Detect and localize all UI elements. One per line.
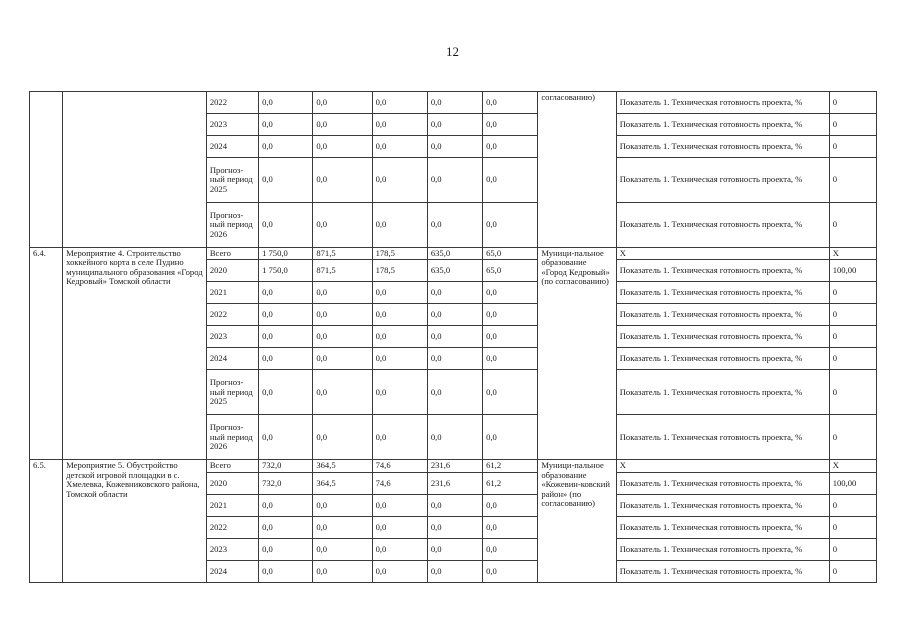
regional-budget-cell: 74,6 — [372, 472, 427, 494]
indicator-value-cell: Х — [829, 248, 876, 260]
local-budget-cell: 0,0 — [427, 114, 482, 136]
total-amount-cell: 0,0 — [259, 415, 313, 460]
regional-budget-cell: 0,0 — [372, 304, 427, 326]
regional-budget-cell: 0,0 — [372, 114, 427, 136]
total-amount-cell: 0,0 — [259, 370, 313, 415]
indicator-cell: Показатель 1. Техническая готовность проекта, % — [616, 304, 829, 326]
total-amount-cell: 0,0 — [259, 516, 313, 538]
extrabudgetary-cell: 65,0 — [483, 260, 538, 282]
total-amount-cell: 0,0 — [259, 326, 313, 348]
executor-cell: согласованию) — [538, 92, 616, 248]
indicator-value-cell: 0 — [829, 560, 876, 582]
local-budget-cell: 0,0 — [427, 158, 482, 203]
federal-budget-cell: 871,5 — [313, 248, 372, 260]
local-budget-cell: 0,0 — [427, 494, 482, 516]
extrabudgetary-cell: 0,0 — [483, 158, 538, 203]
regional-budget-cell: 74,6 — [372, 460, 427, 472]
year-cell: 2024 — [206, 136, 258, 158]
federal-budget-cell: 0,0 — [313, 282, 372, 304]
total-amount-cell: 0,0 — [259, 282, 313, 304]
indicator-cell: Показатель 1. Техническая готовность проекта, % — [616, 370, 829, 415]
indicator-cell: Показатель 1. Техническая готовность проекта, % — [616, 494, 829, 516]
extrabudgetary-cell: 0,0 — [483, 494, 538, 516]
federal-budget-cell: 0,0 — [313, 304, 372, 326]
extrabudgetary-cell: 0,0 — [483, 92, 538, 114]
federal-budget-cell: 0,0 — [313, 92, 372, 114]
indicator-cell: Показатель 1. Техническая готовность проекта, % — [616, 415, 829, 460]
local-budget-cell: 0,0 — [427, 282, 482, 304]
indicator-value-cell: 0 — [829, 304, 876, 326]
indicator-value-cell: 100,00 — [829, 472, 876, 494]
indicator-value-cell: 0 — [829, 282, 876, 304]
year-cell: Прогноз-ный период 2026 — [206, 203, 258, 248]
year-cell: 2022 — [206, 304, 258, 326]
indicator-value-cell: 0 — [829, 92, 876, 114]
regional-budget-cell: 0,0 — [372, 538, 427, 560]
year-cell: 2022 — [206, 92, 258, 114]
extrabudgetary-cell: 61,2 — [483, 472, 538, 494]
federal-budget-cell: 0,0 — [313, 538, 372, 560]
indicator-cell: Показатель 1. Техническая готовность проекта, % — [616, 114, 829, 136]
indicator-cell: Показатель 1. Техническая готовность проекта, % — [616, 136, 829, 158]
indicator-value-cell: 0 — [829, 348, 876, 370]
indicator-value-cell: 0 — [829, 516, 876, 538]
indicator-value-cell: 0 — [829, 326, 876, 348]
indicator-cell: Показатель 1. Техническая готовность проекта, % — [616, 538, 829, 560]
year-cell: 2020 — [206, 260, 258, 282]
total-amount-cell: 0,0 — [259, 158, 313, 203]
year-cell: 2021 — [206, 282, 258, 304]
total-amount-cell: 1 750,0 — [259, 260, 313, 282]
total-amount-cell: 0,0 — [259, 348, 313, 370]
federal-budget-cell: 0,0 — [313, 516, 372, 538]
year-cell: 2024 — [206, 348, 258, 370]
total-amount-cell: 0,0 — [259, 136, 313, 158]
year-cell: 2024 — [206, 560, 258, 582]
federal-budget-cell: 0,0 — [313, 326, 372, 348]
indicator-cell: Показатель 1. Техническая готовность проекта, % — [616, 203, 829, 248]
local-budget-cell: 0,0 — [427, 348, 482, 370]
year-cell: Всего — [206, 460, 258, 472]
extrabudgetary-cell: 0,0 — [483, 203, 538, 248]
indicator-value-cell: 0 — [829, 370, 876, 415]
indicator-cell: Показатель 1. Техническая готовность проекта, % — [616, 516, 829, 538]
extrabudgetary-cell: 61,2 — [483, 460, 538, 472]
local-budget-cell: 0,0 — [427, 415, 482, 460]
local-budget-cell: 635,0 — [427, 260, 482, 282]
year-cell: 2023 — [206, 114, 258, 136]
federal-budget-cell: 0,0 — [313, 415, 372, 460]
indicator-value-cell: 100,00 — [829, 260, 876, 282]
measure-number-cell: 6.5. — [30, 460, 63, 582]
extrabudgetary-cell: 0,0 — [483, 114, 538, 136]
local-budget-cell: 0,0 — [427, 560, 482, 582]
total-amount-cell: 0,0 — [259, 304, 313, 326]
local-budget-cell: 0,0 — [427, 304, 482, 326]
regional-budget-cell: 0,0 — [372, 516, 427, 538]
extrabudgetary-cell: 0,0 — [483, 415, 538, 460]
executor-cell: Муници-пальное образование «Город Кедровый» (по согласованию) — [538, 248, 616, 460]
total-amount-cell: 732,0 — [259, 460, 313, 472]
indicator-cell: Показатель 1. Техническая готовность проекта, % — [616, 326, 829, 348]
indicator-cell: Показатель 1. Техническая готовность проекта, % — [616, 472, 829, 494]
regional-budget-cell: 0,0 — [372, 203, 427, 248]
federal-budget-cell: 0,0 — [313, 203, 372, 248]
local-budget-cell: 231,6 — [427, 460, 482, 472]
year-cell: 2022 — [206, 516, 258, 538]
extrabudgetary-cell: 0,0 — [483, 538, 538, 560]
year-cell: Всего — [206, 248, 258, 260]
indicator-value-cell: 0 — [829, 415, 876, 460]
indicator-cell: Показатель 1. Техническая готовность проекта, % — [616, 282, 829, 304]
year-cell: 2020 — [206, 472, 258, 494]
federal-budget-cell: 0,0 — [313, 136, 372, 158]
regional-budget-cell: 0,0 — [372, 158, 427, 203]
local-budget-cell: 0,0 — [427, 538, 482, 560]
total-amount-cell: 0,0 — [259, 114, 313, 136]
local-budget-cell: 0,0 — [427, 516, 482, 538]
extrabudgetary-cell: 65,0 — [483, 248, 538, 260]
local-budget-cell: 0,0 — [427, 136, 482, 158]
regional-budget-cell: 0,0 — [372, 560, 427, 582]
federal-budget-cell: 0,0 — [313, 494, 372, 516]
indicator-value-cell: 0 — [829, 158, 876, 203]
local-budget-cell: 231,6 — [427, 472, 482, 494]
indicator-value-cell: Х — [829, 460, 876, 472]
local-budget-cell: 0,0 — [427, 92, 482, 114]
total-amount-cell: 0,0 — [259, 560, 313, 582]
federal-budget-cell: 364,5 — [313, 460, 372, 472]
extrabudgetary-cell: 0,0 — [483, 348, 538, 370]
extrabudgetary-cell: 0,0 — [483, 370, 538, 415]
indicator-value-cell: 0 — [829, 538, 876, 560]
federal-budget-cell: 0,0 — [313, 158, 372, 203]
indicator-cell: Показатель 1. Техническая готовность проекта, % — [616, 158, 829, 203]
federal-budget-cell: 0,0 — [313, 560, 372, 582]
number-cell — [30, 92, 63, 248]
indicator-value-cell: 0 — [829, 136, 876, 158]
table-row — [30, 460, 877, 472]
indicator-cell: Показатель 1. Техническая готовность проекта, % — [616, 92, 829, 114]
regional-budget-cell: 0,0 — [372, 282, 427, 304]
indicator-cell: Показатель 1. Техническая готовность проекта, % — [616, 348, 829, 370]
total-amount-cell: 0,0 — [259, 203, 313, 248]
local-budget-cell: 635,0 — [427, 248, 482, 260]
federal-budget-cell: 871,5 — [313, 260, 372, 282]
extrabudgetary-cell: 0,0 — [483, 560, 538, 582]
extrabudgetary-cell: 0,0 — [483, 282, 538, 304]
year-cell: 2023 — [206, 538, 258, 560]
local-budget-cell: 0,0 — [427, 203, 482, 248]
local-budget-cell: 0,0 — [427, 326, 482, 348]
regional-budget-cell: 0,0 — [372, 415, 427, 460]
indicator-cell: Х — [616, 248, 829, 260]
regional-budget-cell: 0,0 — [372, 326, 427, 348]
page-number: 12 — [446, 44, 459, 59]
extrabudgetary-cell: 0,0 — [483, 516, 538, 538]
table-row — [30, 248, 877, 260]
measure-name-cell: Мероприятие 5. Обустройство детской игровой площадки в с. Хмелевка, Кожевниковского района, Томской области — [63, 460, 207, 582]
regional-budget-cell: 0,0 — [372, 494, 427, 516]
extrabudgetary-cell: 0,0 — [483, 136, 538, 158]
indicator-value-cell: 0 — [829, 114, 876, 136]
year-cell: Прогноз-ный период 2025 — [206, 370, 258, 415]
measure-name-cell: Мероприятие 4. Строительство хоккейного корта в селе Пудино муниципального образования «Город Кедровый» Томской области — [63, 248, 207, 460]
program-activities-table — [29, 91, 877, 583]
federal-budget-cell: 0,0 — [313, 348, 372, 370]
indicator-value-cell: 0 — [829, 203, 876, 248]
federal-budget-cell: 0,0 — [313, 114, 372, 136]
total-amount-cell: 0,0 — [259, 494, 313, 516]
measure-number-cell: 6.4. — [30, 248, 63, 460]
total-amount-cell: 732,0 — [259, 472, 313, 494]
regional-budget-cell: 0,0 — [372, 92, 427, 114]
total-amount-cell: 1 750,0 — [259, 248, 313, 260]
regional-budget-cell: 0,0 — [372, 136, 427, 158]
year-cell: 2023 — [206, 326, 258, 348]
measure-name-cell — [63, 92, 207, 248]
indicator-cell: Показатель 1. Техническая готовность проекта, % — [616, 560, 829, 582]
local-budget-cell: 0,0 — [427, 370, 482, 415]
executor-cell: Муници-пальное образование «Кожевин-ковский район» (по согласованию) — [538, 460, 616, 582]
indicator-cell: Показатель 1. Техническая готовность проекта, % — [616, 260, 829, 282]
year-cell: 2021 — [206, 494, 258, 516]
total-amount-cell: 0,0 — [259, 538, 313, 560]
total-amount-cell: 0,0 — [259, 92, 313, 114]
extrabudgetary-cell: 0,0 — [483, 326, 538, 348]
regional-budget-cell: 178,5 — [372, 260, 427, 282]
indicator-value-cell: 0 — [829, 494, 876, 516]
regional-budget-cell: 178,5 — [372, 248, 427, 260]
extrabudgetary-cell: 0,0 — [483, 304, 538, 326]
year-cell: Прогноз-ный период 2026 — [206, 415, 258, 460]
indicator-cell: Х — [616, 460, 829, 472]
regional-budget-cell: 0,0 — [372, 348, 427, 370]
regional-budget-cell: 0,0 — [372, 370, 427, 415]
federal-budget-cell: 364,5 — [313, 472, 372, 494]
table-row — [30, 92, 877, 114]
federal-budget-cell: 0,0 — [313, 370, 372, 415]
year-cell: Прогноз-ный период 2025 — [206, 158, 258, 203]
